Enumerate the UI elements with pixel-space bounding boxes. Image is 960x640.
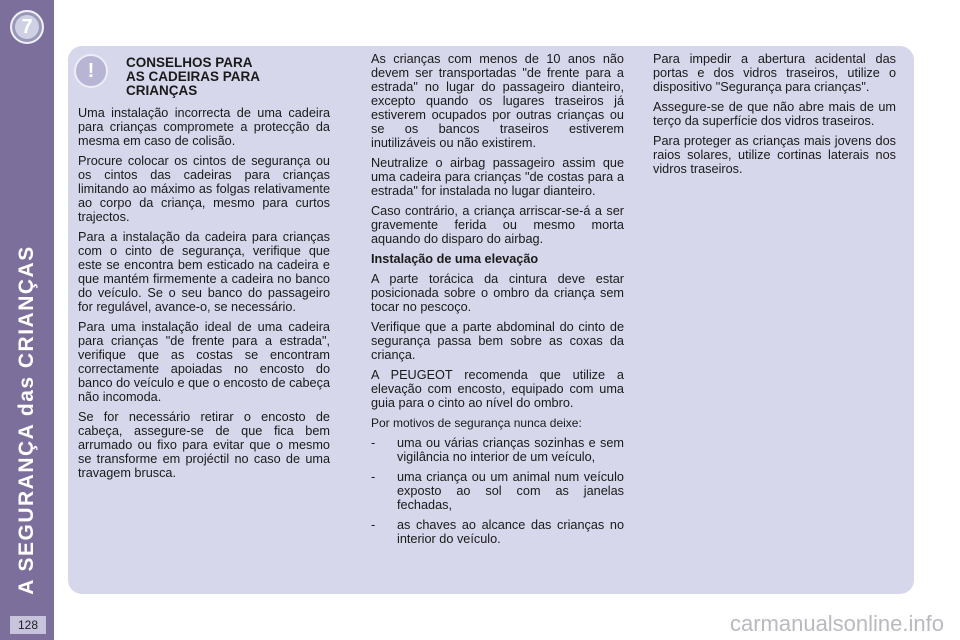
paragraph: Assegure-se de que não abre mais de um terço da superfície dos vidros traseiros. xyxy=(653,100,896,128)
paragraph: A parte torácica da cintura deve estar posicionada sobre o ombro da criança sem tocar no pescoço. xyxy=(371,272,624,314)
chapter-number-badge xyxy=(10,10,44,44)
paragraph: Para proteger as crianças mais jovens dos raios solares, utilize cortinas laterais nos vidros traseiros. xyxy=(653,134,896,176)
page-number: 128 xyxy=(10,616,46,634)
paragraph: Caso contrário, a criança arriscar-se-á a ser gravemente ferida ou mesmo morta aquando do disparo do airbag. xyxy=(371,204,624,246)
column-1 xyxy=(78,50,330,486)
list-item-text: uma criança ou um animal num veículo exposto ao sol com as janelas fechadas, xyxy=(397,470,624,512)
list-item-text: as chaves ao alcance das crianças no interior do veículo. xyxy=(397,518,624,546)
paragraph: Para impedir a abertura acidental das portas e dos vidros traseiros, utilize o dispositivo "Segurança para crianças". xyxy=(653,52,896,94)
section-heading xyxy=(126,56,330,98)
heading-line: CONSELHOS PARA xyxy=(126,55,253,70)
heading-line: AS CADEIRAS PARA xyxy=(126,69,261,84)
chapter-sidebar xyxy=(0,0,54,640)
paragraph: As crianças com menos de 10 anos não devem ser transportadas "de frente para a estrada" no lugar do passageiro dianteiro, excepto quando os lugares traseiros já estiverem ocupados por outras crianças ou se os bancos traseiros estiverem inutilizáveis ou não existirem. xyxy=(371,52,624,150)
paragraph: Se for necessário retirar o encosto de cabeça, assegure-se de que fica bem arrumado ou fixo para evitar que o mesmo se transforme em projéctil no caso de uma travagem brusca. xyxy=(78,410,330,480)
column-3 xyxy=(653,52,896,182)
content-panel xyxy=(68,46,914,594)
list-item-text: uma ou várias crianças sozinhas e sem vigilância no interior de um veículo, xyxy=(397,436,624,464)
paragraph: Procure colocar os cintos de segurança ou os cintos das cadeiras para crianças limitando ao máximo as folgas relativamente ao corpo da criança, mesmo para curtos trajectos. xyxy=(78,154,330,224)
list-item: - as chaves ao alcance das crianças no interior do veículo. xyxy=(371,518,624,546)
column-2 xyxy=(371,52,624,552)
watermark: carmanualsonline.info xyxy=(729,611,944,636)
subheading: Instalação de uma elevação xyxy=(371,252,539,266)
list-item: - uma ou várias crianças sozinhas e sem vigilância no interior de um veículo, xyxy=(371,436,624,464)
heading-line: CRIANÇAS xyxy=(126,83,198,98)
paragraph: Para a instalação da cadeira para crianças com o cinto de segurança, verifique que este se encontra bem esticado na cadeira e que mantém firmemente a cadeira no banco do veículo. Se o seu banco do passageiro for regulável, avance-o, se necessário. xyxy=(78,230,330,314)
chapter-number: 7 xyxy=(21,15,33,38)
warning-icon: ! xyxy=(74,54,108,88)
list-intro: Por motivos de segurança nunca deixe: xyxy=(371,416,582,430)
chapter-title: A SEGURANÇA das CRIANÇAS xyxy=(15,245,38,595)
paragraph: Uma instalação incorrecta de uma cadeira para crianças compromete a protecção da mesma em caso de colisão. xyxy=(78,106,330,148)
paragraph: Neutralize o airbag passageiro assim que uma cadeira para crianças "de costas para a estrada" for instalada no lugar dianteiro. xyxy=(371,156,624,198)
list-item: - uma criança ou um animal num veículo exposto ao sol com as janelas fechadas, xyxy=(371,470,624,512)
paragraph: Para uma instalação ideal de uma cadeira para crianças "de frente para a estrada", verifique que as costas se encontram correctamente apoiadas no encosto do banco do veículo e que o encosto de cabeça não incomoda. xyxy=(78,320,330,404)
paragraph: A PEUGEOT recomenda que utilize a elevação com encosto, equipado com uma guia para o cinto ao nível do ombro. xyxy=(371,368,624,410)
paragraph: Verifique que a parte abdominal do cinto de segurança passa bem sobre as coxas da criança. xyxy=(371,320,624,362)
